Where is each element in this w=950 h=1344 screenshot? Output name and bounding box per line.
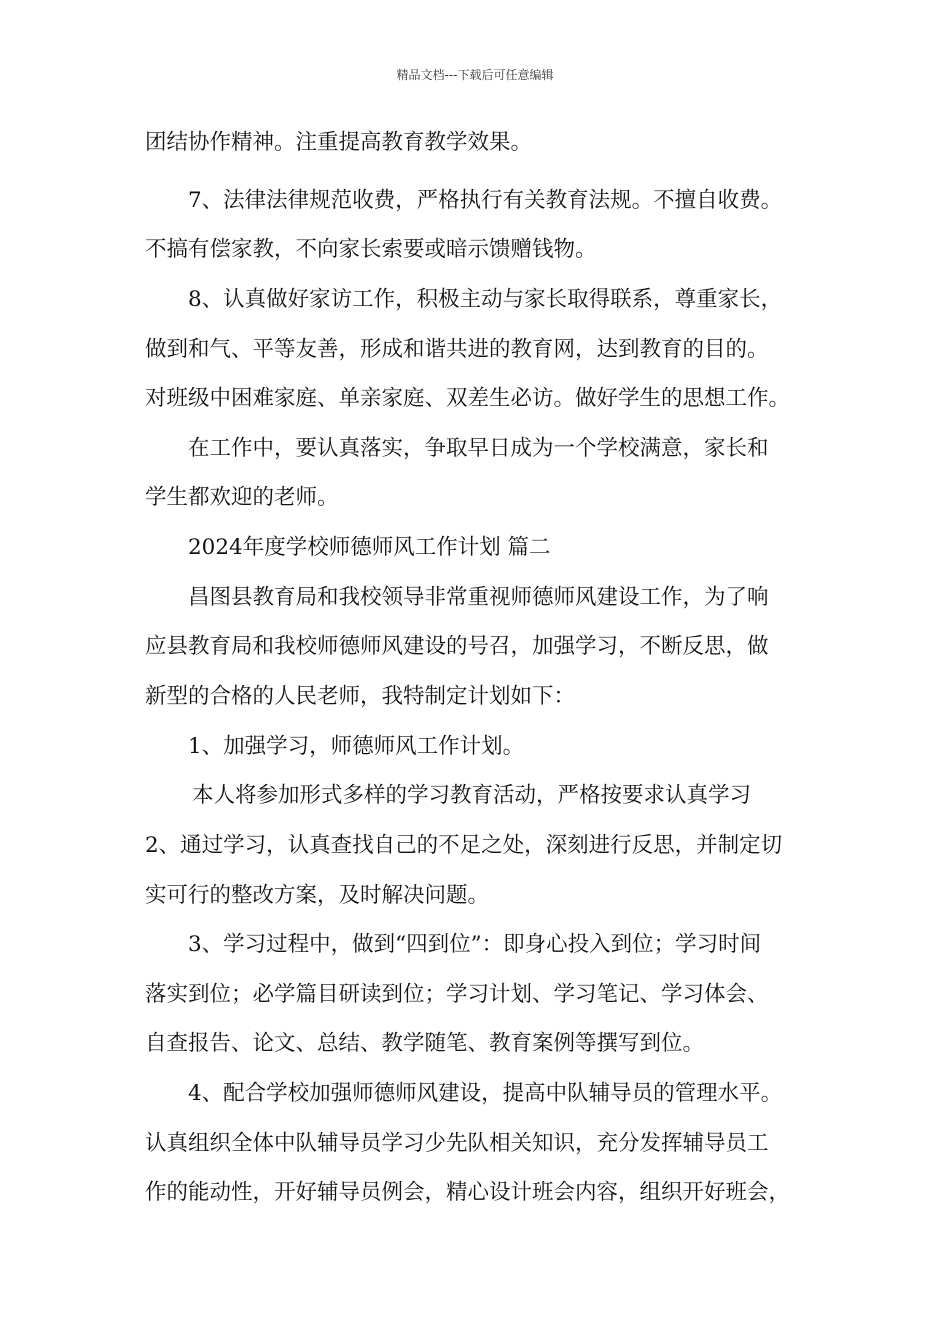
text-line: 落实到位；必学篇目研读到位；学习计划、学习笔记、学习体会、 xyxy=(145,982,769,1007)
text-line: 不搞有偿家教，不向家长索要或暗示馈赠钱物。 xyxy=(145,237,597,262)
text-line: 实可行的整改方案，及时解决问题。 xyxy=(145,883,490,908)
text-line: 本人将参加形式多样的学习教育活动，严格按要求认真学习 xyxy=(192,783,752,808)
text-line: 学生都欢迎的老师。 xyxy=(145,485,339,510)
page-header: 精品文档---下载后可任意编辑 xyxy=(396,68,554,82)
text-line: 4、配合学校加强师德师风建设，提高中队辅导员的管理水平。 xyxy=(188,1081,783,1106)
text-line: 认真组织全体中队辅导员学习少先队相关知识，充分发挥辅导员工 xyxy=(145,1131,769,1156)
text-line: 2、通过学习，认真查找自己的不足之处，深刻进行反思，并制定切 xyxy=(145,833,783,858)
text-line: 7、法律法律规范收费，严格执行有关教育法规。不擅自收费。 xyxy=(188,188,783,213)
text-line: 对班级中困难家庭、单亲家庭、双差生必访。做好学生的思想工作。 xyxy=(145,386,791,411)
text-line: 1、加强学习，师德师风工作计划。 xyxy=(188,734,525,759)
text-line: 8、认真做好家访工作，积极主动与家长取得联系，尊重家长， xyxy=(188,287,783,312)
text-line: 新型的合格的人民老师，我特制定计划如下： xyxy=(145,684,576,709)
text-line: 团结协作精神。注重提高教育教学效果。 xyxy=(145,130,533,155)
section-heading: 2024年度学校师德师风工作计划 篇二 xyxy=(188,535,551,560)
text-line: 在工作中，要认真落实，争取早日成为一个学校满意，家长和 xyxy=(188,436,769,461)
text-line: 做到和气、平等友善，形成和谐共进的教育网，达到教育的目的。 xyxy=(145,337,769,362)
text-line: 昌图县教育局和我校领导非常重视师德师风建设工作，为了响 xyxy=(188,585,769,610)
text-line: 应县教育局和我校师德师风建设的号召，加强学习，不断反思，做 xyxy=(145,634,769,659)
text-line: 作的能动性，开好辅导员例会，精心设计班会内容，组织开好班会， xyxy=(145,1180,791,1205)
text-line: 3、学习过程中，做到“四到位”：即身心投入到位；学习时间 xyxy=(188,932,762,957)
text-line: 自查报告、论文、总结、教学随笔、教育案例等撰写到位。 xyxy=(145,1031,705,1056)
